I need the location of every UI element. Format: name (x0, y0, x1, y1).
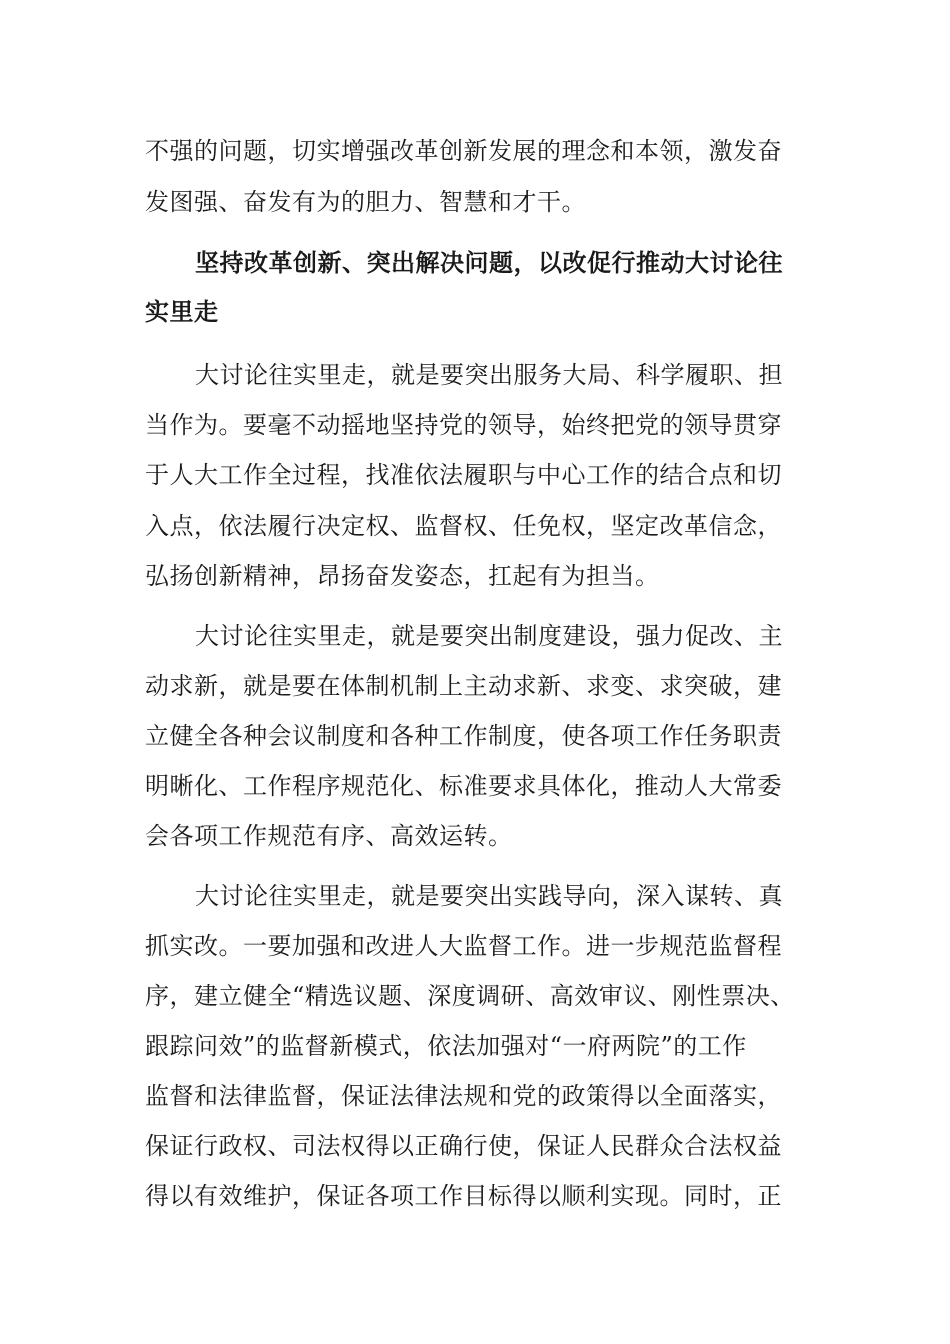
text-line: 于人大工作全过程，找准依法履职与中心工作的结合点和切 (145, 461, 782, 489)
text-line: 保证行政权、司法权得以正确行使，保证人民群众合法权益 (145, 1132, 782, 1160)
section-heading: 坚持改革创新、突出解决问题，以改促行推动大讨论往 (195, 248, 783, 277)
text-line: 序，建立健全“精选议题、深度调研、高效审议、刚性票决、 (145, 982, 795, 1010)
text-line: 会各项工作规范有序、高效运转。 (145, 822, 513, 850)
text-line: 跟踪问效”的监督新模式，依法加强对“一府两院”的工作 (145, 1032, 747, 1060)
text-line: 当作为。要毫不动摇地坚持党的领导，始终把党的领导贯穿 (145, 411, 782, 439)
text-line: 抓实改。一要加强和改进人大监督工作。进一步规范监督程 (145, 932, 782, 960)
text-line: 大讨论往实里走，就是要突出制度建设，强力促改、主 (195, 622, 783, 650)
text-line: 大讨论往实里走，就是要突出实践导向，深入谋转、真 (195, 882, 783, 910)
text-line: 明晰化、工作程序规范化、标准要求具体化，推动人大常委 (145, 772, 782, 800)
text-line: 弘扬创新精神，昂扬奋发姿态，扛起有为担当。 (145, 562, 660, 590)
text-line: 得以有效维护，保证各项工作目标得以顺利实现。同时，正 (145, 1182, 782, 1210)
section-heading: 实里走 (145, 297, 219, 326)
text-line: 动求新，就是要在体制机制上主动求新、求变、求突破，建 (145, 672, 782, 700)
text-line: 监督和法律监督，保证法律法规和党的政策得以全面落实， (145, 1082, 782, 1110)
text-line: 大讨论往实里走，就是要突出服务大局、科学履职、担 (195, 361, 783, 389)
text-line: 发图强、奋发有为的胆力、智慧和才干。 (145, 188, 586, 216)
text-line: 入点，依法履行决定权、监督权、任免权，坚定改革信念， (145, 512, 782, 540)
text-line: 不强的问题，切实增强改革创新发展的理念和本领，激发奋 (145, 137, 782, 165)
text-line: 立健全各种会议制度和各种工作制度，使各项工作任务职责 (145, 722, 782, 750)
